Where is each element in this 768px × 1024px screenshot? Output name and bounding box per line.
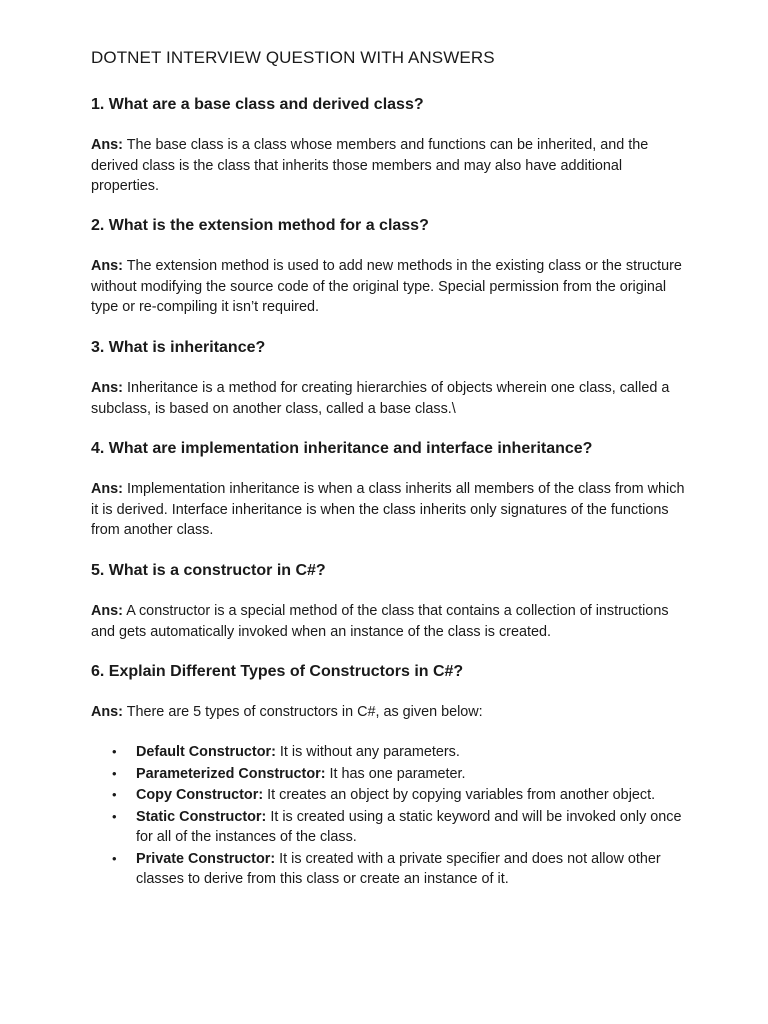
answer-body: There are 5 types of constructors in C#, as given below:	[122, 704, 483, 720]
answer-text	[91, 702, 686, 723]
question-heading: 6. Explain Different Types of Constructors in C#?	[91, 663, 464, 680]
constructor-name: Static Constructor:	[136, 808, 267, 825]
answer-body: A constructor is a special method of the class that contains a collection of instructions and gets automatically invoked when an instance of the class is created.	[91, 603, 669, 640]
question-heading: 5. What is a constructor in C#?	[91, 562, 326, 579]
answer-body: The extension method is used to add new methods in the existing class or the structure without modifying the source code of the original type. Special permission from the original type or re-compiling it isn’t required.	[91, 258, 682, 315]
list-item	[91, 742, 691, 763]
bullet-icon: •	[112, 850, 117, 866]
constructor-desc: It is created using a static keyword and will be invoked only once for all of the instances of the class.	[136, 808, 682, 845]
question-heading: 2. What is the extension method for a class?	[91, 217, 429, 234]
constructor-name: Default Constructor:	[136, 744, 276, 760]
ans-label: Ans:	[91, 603, 123, 619]
list-item	[91, 764, 691, 785]
qa-block-6	[91, 662, 686, 723]
constructor-types-list	[91, 742, 691, 891]
constructor-desc: It is without any parameters.	[275, 744, 460, 760]
answer-body: Implementation inheritance is when a class inherits all members of the class from which it is derived. Interface inheritance is when the class inherits only signatures of the functions from another class.	[91, 481, 685, 538]
answer-body: Inheritance is a method for creating hierarchies of objects wherein one class, called a subclass, is based on another class, called a base class.\	[91, 380, 670, 417]
list-item	[91, 785, 691, 806]
qa-block-1	[91, 95, 686, 197]
answer-text	[91, 479, 686, 541]
answer-body: The base class is a class whose members and functions can be inherited, and the derived class is the class that inherits those members and may also have additional properties.	[91, 137, 649, 194]
answer-text	[91, 378, 686, 419]
ans-label: Ans:	[91, 481, 123, 497]
constructor-desc: It is created with a private specifier and does not allow other classes to derive from this class or create an instance of it.	[136, 850, 661, 887]
question-heading: 1. What are a base class and derived class?	[91, 96, 424, 113]
answer-text	[91, 601, 686, 642]
qa-block-4	[91, 439, 686, 541]
constructor-name: Copy Constructor:	[136, 787, 264, 803]
answer-text	[91, 256, 686, 318]
document-title: DOTNET INTERVIEW QUESTION WITH ANSWERS	[91, 48, 495, 67]
constructor-desc: It has one parameter.	[325, 765, 466, 782]
ans-label: Ans:	[91, 704, 123, 720]
bullet-icon: •	[112, 765, 117, 781]
ans-label: Ans:	[91, 380, 123, 396]
question-heading: 3. What is inheritance?	[91, 339, 266, 356]
list-item	[91, 807, 691, 848]
ans-label: Ans:	[91, 258, 123, 274]
constructor-name: Parameterized Constructor:	[136, 765, 326, 782]
bullet-icon: •	[112, 787, 117, 802]
bullet-icon: •	[112, 744, 117, 759]
qa-block-5	[91, 561, 686, 642]
list-item	[91, 849, 691, 890]
question-heading: 4. What are implementation inheritance and interface inheritance?	[91, 440, 593, 457]
constructor-desc: It creates an object by copying variables from another object.	[263, 787, 656, 803]
bullet-icon: •	[112, 808, 117, 824]
qa-block-2	[91, 216, 686, 318]
qa-block-3	[91, 338, 686, 419]
constructor-name: Private Constructor:	[136, 850, 276, 867]
ans-label: Ans:	[91, 137, 123, 153]
answer-text	[91, 135, 686, 197]
